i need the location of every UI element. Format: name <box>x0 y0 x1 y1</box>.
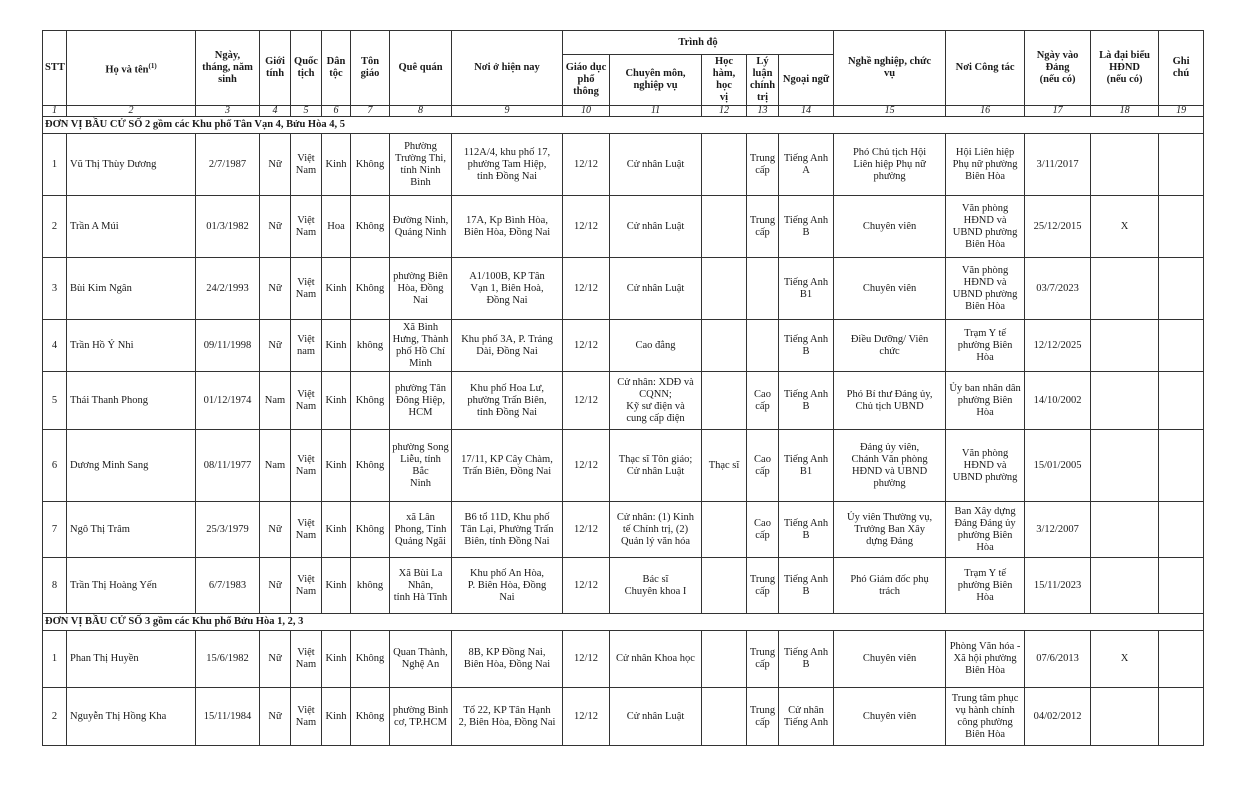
cell-stt: 2 <box>43 688 67 746</box>
cell-hdnd <box>1091 688 1159 746</box>
table-row <box>43 196 1204 258</box>
cell-hdnd <box>1091 258 1159 320</box>
cell-religion: Không <box>351 631 390 688</box>
cell-academic: Thạc sĩ <box>702 430 747 502</box>
cell-workplace: Phòng Văn hóa - Xã hội phường Biên Hòa <box>946 631 1025 688</box>
cell-nationality: Việt Nam <box>291 372 322 430</box>
cell-general-edu: 12/12 <box>563 320 610 372</box>
cell-party-date: 15/01/2005 <box>1025 430 1091 502</box>
cell-stt: 4 <box>43 320 67 372</box>
cell-academic <box>702 320 747 372</box>
cell-workplace: Văn phòng HĐND và UBND phường Biên Hòa <box>946 258 1025 320</box>
cell-note <box>1159 258 1204 320</box>
cell-dob: 2/7/1987 <box>196 134 260 196</box>
table-row <box>43 320 1204 372</box>
cell-hometown: Xã Bùi La Nhân, tỉnh Hà Tĩnh <box>390 558 452 614</box>
cell-specialty: Cao đẳng <box>610 320 702 372</box>
cell-hometown: xã Lân Phong, Tỉnh Quảng Ngãi <box>390 502 452 558</box>
cell-religion: không <box>351 558 390 614</box>
table-row <box>43 372 1204 430</box>
cell-name: Thái Thanh Phong <box>67 372 196 430</box>
cell-hometown: phường Tân Đông Hiệp, HCM <box>390 372 452 430</box>
section-title: ĐƠN VỊ BẦU CỬ SỐ 3 gồm các Khu phố Bửu Hòa 1, 2, 3 <box>43 614 1204 631</box>
column-number: 10 <box>563 106 610 117</box>
cell-note <box>1159 372 1204 430</box>
cell-nationality: Việt Nam <box>291 558 322 614</box>
cell-stt: 2 <box>43 196 67 258</box>
cell-general-edu: 12/12 <box>563 502 610 558</box>
cell-hometown: Đường Ninh, Quảng Ninh <box>390 196 452 258</box>
cell-academic <box>702 502 747 558</box>
cell-gender: Nam <box>260 372 291 430</box>
column-number: 7 <box>351 106 390 117</box>
column-number: 12 <box>702 106 747 117</box>
cell-language: Tiếng Anh B <box>779 372 834 430</box>
header-stt: STT <box>43 31 67 106</box>
cell-ethnicity: Hoa <box>322 196 351 258</box>
cell-dob: 01/3/1982 <box>196 196 260 258</box>
cell-religion: Không <box>351 134 390 196</box>
cell-hometown: phường Biên Hòa, Đồng Nai <box>390 258 452 320</box>
cell-general-edu: 12/12 <box>563 372 610 430</box>
header-name <box>67 31 196 106</box>
cell-hometown: phường Bình cơ, TP.HCM <box>390 688 452 746</box>
cell-nationality: Việt Nam <box>291 258 322 320</box>
cell-specialty: Cử nhân: XDĐ và CQNN; Kỹ sư điện và cung cấp điện <box>610 372 702 430</box>
cell-politics: Cao cấp <box>747 502 779 558</box>
cell-general-edu: 12/12 <box>563 134 610 196</box>
cell-gender: Nữ <box>260 502 291 558</box>
cell-occupation: Ủy viên Thường vụ, Trưởng Ban Xây dựng Đảng <box>834 502 946 558</box>
cell-nationality: Việt Nam <box>291 688 322 746</box>
cell-party-date: 07/6/2013 <box>1025 631 1091 688</box>
cell-residence: Khu phố Hoa Lư, phường Trấn Biên, tỉnh Đồng Nai <box>452 372 563 430</box>
cell-party-date: 3/12/2007 <box>1025 502 1091 558</box>
column-number: 15 <box>834 106 946 117</box>
cell-dob: 24/2/1993 <box>196 258 260 320</box>
cell-nationality: Việt Nam <box>291 631 322 688</box>
cell-religion: Không <box>351 430 390 502</box>
cell-name: Nguyễn Thị Hồng Kha <box>67 688 196 746</box>
table-header <box>43 31 1204 106</box>
cell-workplace: Trạm Y tế phường Biên Hòa <box>946 320 1025 372</box>
cell-residence: 112A/4, khu phố 17, phường Tam Hiệp, tỉnh Đồng Nai <box>452 134 563 196</box>
cell-language: Tiếng Anh B <box>779 502 834 558</box>
cell-party-date: 3/11/2017 <box>1025 134 1091 196</box>
cell-academic <box>702 631 747 688</box>
cell-general-edu: 12/12 <box>563 430 610 502</box>
cell-language: Tiếng Anh B1 <box>779 430 834 502</box>
cell-gender: Nữ <box>260 631 291 688</box>
cell-specialty: Cử nhân Khoa học <box>610 631 702 688</box>
header-name-label: Họ và tên <box>105 64 149 76</box>
column-number: 2 <box>67 106 196 117</box>
cell-party-date: 25/12/2015 <box>1025 196 1091 258</box>
column-number: 14 <box>779 106 834 117</box>
cell-religion: Không <box>351 258 390 320</box>
candidate-table <box>42 30 1204 746</box>
cell-party-date: 03/7/2023 <box>1025 258 1091 320</box>
cell-religion: Không <box>351 196 390 258</box>
cell-politics: Trung cấp <box>747 134 779 196</box>
header-specialty: Chuyên môn, nghiệp vụ <box>610 55 702 106</box>
cell-ethnicity: Kinh <box>322 372 351 430</box>
cell-politics: Trung cấp <box>747 196 779 258</box>
cell-occupation: Chuyên viên <box>834 258 946 320</box>
column-number: 5 <box>291 106 322 117</box>
cell-dob: 09/11/1998 <box>196 320 260 372</box>
header-religion: Tôn giáo <box>351 31 390 106</box>
header-general-edu: Giáo dục phổ thông <box>563 55 610 106</box>
cell-politics: Trung cấp <box>747 631 779 688</box>
cell-stt: 1 <box>43 631 67 688</box>
column-number: 17 <box>1025 106 1091 117</box>
cell-religion: không <box>351 320 390 372</box>
cell-residence: B6 tổ 11D, Khu phố Tân Lại, Phường Trấn Biên, tỉnh Đồng Nai <box>452 502 563 558</box>
cell-ethnicity: Kinh <box>322 258 351 320</box>
header-occupation: Nghề nghiệp, chức vụ <box>834 31 946 106</box>
table-row <box>43 502 1204 558</box>
header-gender: Giới tính <box>260 31 291 106</box>
column-number: 3 <box>196 106 260 117</box>
cell-residence: A1/100B, KP Tân Vạn 1, Biên Hoà, Đồng Nai <box>452 258 563 320</box>
cell-hometown: Quan Thành, Nghệ An <box>390 631 452 688</box>
cell-hometown: Phường Trường Thi, tỉnh Ninh Bình <box>390 134 452 196</box>
cell-politics <box>747 320 779 372</box>
cell-language: Tiếng Anh A <box>779 134 834 196</box>
cell-ethnicity: Kinh <box>322 430 351 502</box>
column-number: 6 <box>322 106 351 117</box>
cell-occupation: Phó Chủ tịch Hội Liên hiệp Phụ nữ phường <box>834 134 946 196</box>
cell-note <box>1159 688 1204 746</box>
cell-name: Dương Minh Sang <box>67 430 196 502</box>
cell-residence: Khu phố 3A, P. Trảng Dài, Đồng Nai <box>452 320 563 372</box>
cell-dob: 01/12/1974 <box>196 372 260 430</box>
header-workplace: Nơi Công tác <box>946 31 1025 106</box>
cell-name: Trần Hồ Ý Nhi <box>67 320 196 372</box>
cell-general-edu: 12/12 <box>563 196 610 258</box>
cell-gender: Nữ <box>260 258 291 320</box>
cell-specialty: Cử nhân Luật <box>610 688 702 746</box>
cell-ethnicity: Kinh <box>322 134 351 196</box>
cell-language: Tiếng Anh B <box>779 196 834 258</box>
cell-academic <box>702 688 747 746</box>
cell-language: Tiếng Anh B <box>779 631 834 688</box>
cell-specialty: Bác sĩ Chuyên khoa I <box>610 558 702 614</box>
header-hdnd: Là đại biểu HĐND (nếu có) <box>1091 31 1159 106</box>
column-number: 4 <box>260 106 291 117</box>
cell-politics: Trung cấp <box>747 558 779 614</box>
cell-stt: 7 <box>43 502 67 558</box>
table-row <box>43 631 1204 688</box>
cell-gender: Nữ <box>260 196 291 258</box>
cell-ethnicity: Kinh <box>322 320 351 372</box>
header-nationality: Quốc tịch <box>291 31 322 106</box>
cell-workplace: Trạm Y tế phường Biên Hòa <box>946 558 1025 614</box>
cell-workplace: Văn phòng HĐND và UBND phường <box>946 430 1025 502</box>
cell-ethnicity: Kinh <box>322 631 351 688</box>
column-number: 1 <box>43 106 67 117</box>
header-name-footnote: (1) <box>148 61 157 70</box>
cell-hdnd <box>1091 558 1159 614</box>
table-body <box>43 106 1204 746</box>
cell-gender: Nữ <box>260 558 291 614</box>
cell-academic <box>702 258 747 320</box>
cell-note <box>1159 134 1204 196</box>
cell-hdnd: X <box>1091 631 1159 688</box>
cell-nationality: Việt Nam <box>291 430 322 502</box>
cell-note <box>1159 631 1204 688</box>
cell-religion: Không <box>351 372 390 430</box>
cell-language: Tiếng Anh B <box>779 320 834 372</box>
cell-party-date: 12/12/2025 <box>1025 320 1091 372</box>
cell-nationality: Việt Nam <box>291 196 322 258</box>
cell-general-edu: 12/12 <box>563 558 610 614</box>
header-academic: Học hàm, học vị <box>702 55 747 106</box>
cell-specialty: Cử nhân: (1) Kinh tế Chính trị, (2) Quản lý văn hóa <box>610 502 702 558</box>
cell-workplace: Hội Liên hiệp Phụ nữ phường Biên Hòa <box>946 134 1025 196</box>
cell-academic <box>702 558 747 614</box>
cell-religion: Không <box>351 688 390 746</box>
cell-gender: Nữ <box>260 320 291 372</box>
column-number: 8 <box>390 106 452 117</box>
table-row <box>43 430 1204 502</box>
header-note: Ghi chú <box>1159 31 1204 106</box>
cell-occupation: Phó Giám đốc phụ trách <box>834 558 946 614</box>
cell-ethnicity: Kinh <box>322 558 351 614</box>
cell-specialty: Cử nhân Luật <box>610 134 702 196</box>
cell-nationality: Việt Nam <box>291 502 322 558</box>
header-ethnicity: Dân tộc <box>322 31 351 106</box>
section-title: ĐƠN VỊ BẦU CỬ SỐ 2 gồm các Khu phố Tân Vạn 4, Bửu Hòa 4, 5 <box>43 117 1204 134</box>
table-row <box>43 558 1204 614</box>
cell-residence: 17A, Kp Bình Hòa, Biên Hòa, Đồng Nai <box>452 196 563 258</box>
cell-language: Tiếng Anh B <box>779 558 834 614</box>
cell-stt: 5 <box>43 372 67 430</box>
column-number: 11 <box>610 106 702 117</box>
cell-stt: 8 <box>43 558 67 614</box>
cell-occupation: Đảng ủy viên, Chánh Văn phòng HĐND và UBND phường <box>834 430 946 502</box>
column-number: 13 <box>747 106 779 117</box>
cell-note <box>1159 502 1204 558</box>
cell-party-date: 14/10/2002 <box>1025 372 1091 430</box>
cell-hometown: phường Song Liễu, tỉnh Bắc Ninh <box>390 430 452 502</box>
section-row <box>43 614 1204 631</box>
cell-politics <box>747 258 779 320</box>
cell-hometown: Xã Bình Hưng, Thành phố Hồ Chí Minh <box>390 320 452 372</box>
column-number: 9 <box>452 106 563 117</box>
cell-politics: Cao cấp <box>747 372 779 430</box>
cell-dob: 15/6/1982 <box>196 631 260 688</box>
cell-general-edu: 12/12 <box>563 631 610 688</box>
cell-party-date: 15/11/2023 <box>1025 558 1091 614</box>
section-row <box>43 117 1204 134</box>
cell-religion: Không <box>351 502 390 558</box>
cell-politics: Cao cấp <box>747 430 779 502</box>
cell-occupation: Chuyên viên <box>834 631 946 688</box>
cell-stt: 3 <box>43 258 67 320</box>
header-residence: Nơi ở hiện nay <box>452 31 563 106</box>
cell-gender: Nữ <box>260 688 291 746</box>
cell-hdnd <box>1091 502 1159 558</box>
cell-hdnd <box>1091 134 1159 196</box>
cell-hdnd: X <box>1091 196 1159 258</box>
cell-stt: 6 <box>43 430 67 502</box>
cell-specialty: Cử nhân Luật <box>610 196 702 258</box>
cell-name: Bùi Kim Ngân <box>67 258 196 320</box>
cell-dob: 15/11/1984 <box>196 688 260 746</box>
cell-name: Trần Thị Hoàng Yến <box>67 558 196 614</box>
cell-hdnd <box>1091 430 1159 502</box>
cell-hdnd <box>1091 372 1159 430</box>
table-row <box>43 688 1204 746</box>
header-dob: Ngày, tháng, năm sinh <box>196 31 260 106</box>
cell-gender: Nữ <box>260 134 291 196</box>
cell-stt: 1 <box>43 134 67 196</box>
cell-ethnicity: Kinh <box>322 688 351 746</box>
cell-academic <box>702 372 747 430</box>
cell-academic <box>702 134 747 196</box>
cell-general-edu: 12/12 <box>563 688 610 746</box>
cell-name: Ngô Thị Trâm <box>67 502 196 558</box>
column-number: 18 <box>1091 106 1159 117</box>
column-number-row <box>43 106 1204 117</box>
cell-language: Tiếng Anh B1 <box>779 258 834 320</box>
cell-occupation: Điều Dưỡng/ Viên chức <box>834 320 946 372</box>
cell-occupation: Phó Bí thư Đảng ủy, Chủ tịch UBND <box>834 372 946 430</box>
cell-note <box>1159 430 1204 502</box>
cell-workplace: Ủy ban nhân dân phường Biên Hòa <box>946 372 1025 430</box>
cell-occupation: Chuyên viên <box>834 196 946 258</box>
table-row <box>43 134 1204 196</box>
cell-residence: Khu phố An Hòa, P. Biên Hòa, Đồng Nai <box>452 558 563 614</box>
cell-name: Trần A Múi <box>67 196 196 258</box>
header-party-date: Ngày vào Đảng (nếu có) <box>1025 31 1091 106</box>
cell-specialty: Thạc sĩ Tôn giáo; Cử nhân Luật <box>610 430 702 502</box>
cell-party-date: 04/02/2012 <box>1025 688 1091 746</box>
cell-politics: Trung cấp <box>747 688 779 746</box>
cell-academic <box>702 196 747 258</box>
cell-residence: 17/11, KP Cây Chàm, Trấn Biên, Đồng Nai <box>452 430 563 502</box>
cell-dob: 08/11/1977 <box>196 430 260 502</box>
cell-workplace: Ban Xây dựng Đảng Đảng ủy phường Biên Hòa <box>946 502 1025 558</box>
cell-general-edu: 12/12 <box>563 258 610 320</box>
column-number: 16 <box>946 106 1025 117</box>
cell-dob: 25/3/1979 <box>196 502 260 558</box>
column-number: 19 <box>1159 106 1204 117</box>
header-politics: Lý luận chính trị <box>747 55 779 106</box>
header-hometown: Quê quán <box>390 31 452 106</box>
cell-occupation: Chuyên viên <box>834 688 946 746</box>
cell-note <box>1159 196 1204 258</box>
header-trinh-do: Trình độ <box>563 31 834 55</box>
cell-specialty: Cử nhân Luật <box>610 258 702 320</box>
cell-workplace: Văn phòng HĐND và UBND phường Biên Hòa <box>946 196 1025 258</box>
cell-hdnd <box>1091 320 1159 372</box>
cell-name: Phan Thị Huyền <box>67 631 196 688</box>
cell-nationality: Việt nam <box>291 320 322 372</box>
header-language: Ngoại ngữ <box>779 55 834 106</box>
table-row <box>43 258 1204 320</box>
cell-note <box>1159 320 1204 372</box>
cell-ethnicity: Kinh <box>322 502 351 558</box>
cell-language: Cử nhân Tiếng Anh <box>779 688 834 746</box>
cell-note <box>1159 558 1204 614</box>
cell-nationality: Việt Nam <box>291 134 322 196</box>
cell-gender: Nam <box>260 430 291 502</box>
cell-dob: 6/7/1983 <box>196 558 260 614</box>
cell-residence: 8B, KP Đồng Nai, Biên Hòa, Đồng Nai <box>452 631 563 688</box>
candidate-list-sheet <box>42 30 1203 746</box>
cell-workplace: Trung tâm phục vụ hành chính công phường Biên Hòa <box>946 688 1025 746</box>
cell-name: Vũ Thị Thùy Dương <box>67 134 196 196</box>
cell-residence: Tổ 22, KP Tân Hạnh 2, Biên Hòa, Đồng Nai <box>452 688 563 746</box>
